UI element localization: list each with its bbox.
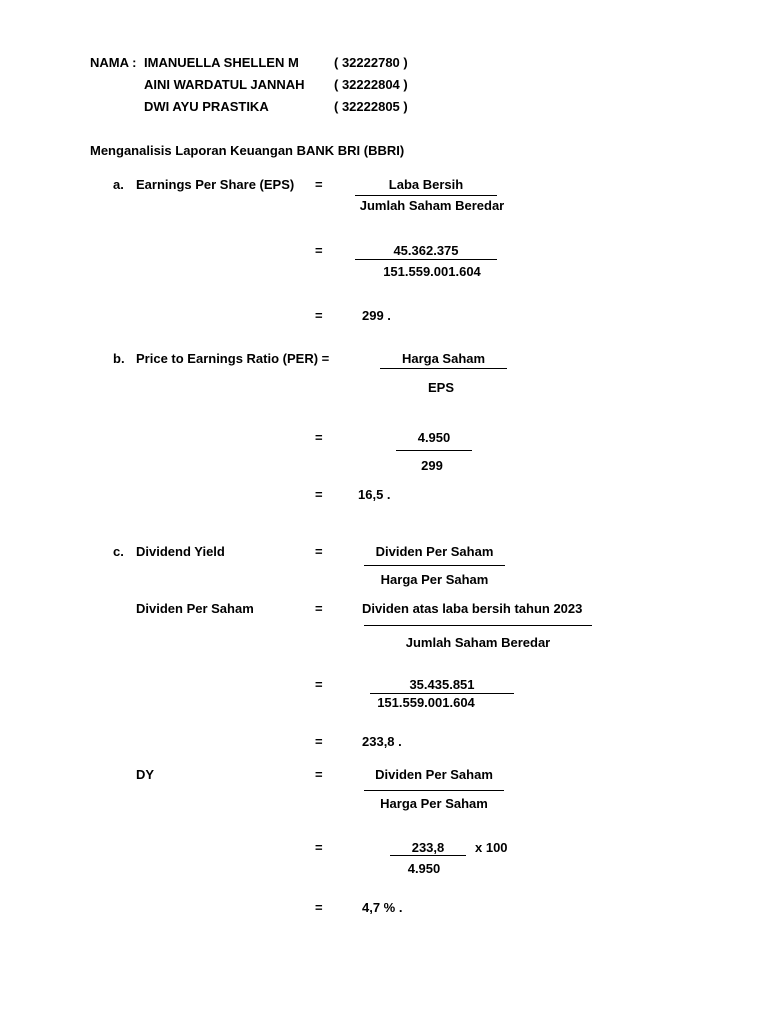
dps-result: 233,8 . xyxy=(362,734,402,749)
eps-formula-fraction-bar xyxy=(355,195,497,196)
dividend-yield-label: Dividend Yield xyxy=(136,544,225,559)
section-c-marker: c. xyxy=(113,544,124,559)
dps-formula-numerator: Dividen atas laba bersih tahun 2023 xyxy=(362,601,583,616)
dps-equals-2: = xyxy=(315,677,323,692)
dy-formula-numerator: Dividen Per Saham xyxy=(375,767,493,782)
dividend-yield-formula-denominator: Harga Per Saham xyxy=(380,572,489,587)
member-id-2: ( 32222804 ) xyxy=(334,77,408,92)
eps-label: Earnings Per Share (EPS) xyxy=(136,177,295,192)
dy-formula-fraction-bar xyxy=(364,790,504,791)
eps-equals-3: = xyxy=(315,308,323,323)
per-calc-numerator: 4.950 xyxy=(417,430,451,445)
section-b-marker: b. xyxy=(113,351,125,366)
name-label: NAMA : xyxy=(90,55,137,70)
eps-calc-denominator: 151.559.001.604 xyxy=(383,264,481,279)
eps-formula-denominator: Jumlah Saham Beredar xyxy=(359,198,505,213)
per-calc-denominator: 299 xyxy=(421,458,443,473)
dividend-yield-formula-numerator: Dividen Per Saham xyxy=(375,544,494,559)
member-id-1: ( 32222780 ) xyxy=(334,55,408,70)
eps-result: 299 . xyxy=(362,308,391,323)
dividend-yield-formula-fraction-bar xyxy=(364,565,505,566)
dy-calc-fraction-bar xyxy=(390,855,466,856)
per-calc-fraction-bar xyxy=(396,450,472,451)
eps-equals-1: = xyxy=(315,177,323,192)
per-label: Price to Earnings Ratio (PER) = xyxy=(136,351,330,366)
per-formula-denominator: EPS xyxy=(427,380,454,395)
member-name-3: DWI AYU PRASTIKA xyxy=(144,99,269,114)
dividend-yield-equals: = xyxy=(315,544,323,559)
dps-label: Dividen Per Saham xyxy=(136,601,254,616)
section-a-marker: a. xyxy=(113,177,124,192)
per-equals-2: = xyxy=(315,430,323,445)
document-title: Menganalisis Laporan Keuangan BANK BRI (BBRI) xyxy=(90,143,405,158)
per-formula-fraction-bar xyxy=(380,368,507,369)
eps-formula-numerator: Laba Bersih xyxy=(388,177,464,192)
eps-calc-numerator: 45.362.375 xyxy=(393,243,459,258)
per-formula-numerator: Harga Saham xyxy=(401,351,486,366)
dps-formula-fraction-bar xyxy=(364,625,592,626)
dy-label: DY xyxy=(136,767,155,782)
dy-equals-2: = xyxy=(315,840,323,855)
eps-equals-2: = xyxy=(315,243,323,258)
dy-result: 4,7 % . xyxy=(362,900,403,915)
per-result: 16,5 . xyxy=(358,487,391,502)
dy-equals-1: = xyxy=(315,767,323,782)
dps-calc-numerator: 35.435.851 xyxy=(409,677,475,692)
dy-calc-numerator: 233,8 xyxy=(411,840,445,855)
member-name-2: AINI WARDATUL JANNAH xyxy=(144,77,305,92)
dps-equals-1: = xyxy=(315,601,323,616)
member-name-1: IMANUELLA SHELLEN M xyxy=(144,55,299,70)
eps-calc-fraction-bar xyxy=(355,259,497,260)
member-id-3: ( 32222805 ) xyxy=(334,99,408,114)
dps-calc-denominator: 151.559.001.604 xyxy=(377,695,475,710)
per-equals-3: = xyxy=(315,487,323,502)
dps-calc-fraction-bar xyxy=(370,693,514,694)
dy-calc-multiplier: x 100 xyxy=(475,840,508,855)
dy-formula-denominator: Harga Per Saham xyxy=(380,796,488,811)
dy-calc-denominator: 4.950 xyxy=(407,861,441,876)
dy-equals-3: = xyxy=(315,900,323,915)
dps-formula-denominator: Jumlah Saham Beredar xyxy=(405,635,551,650)
dps-equals-3: = xyxy=(315,734,323,749)
